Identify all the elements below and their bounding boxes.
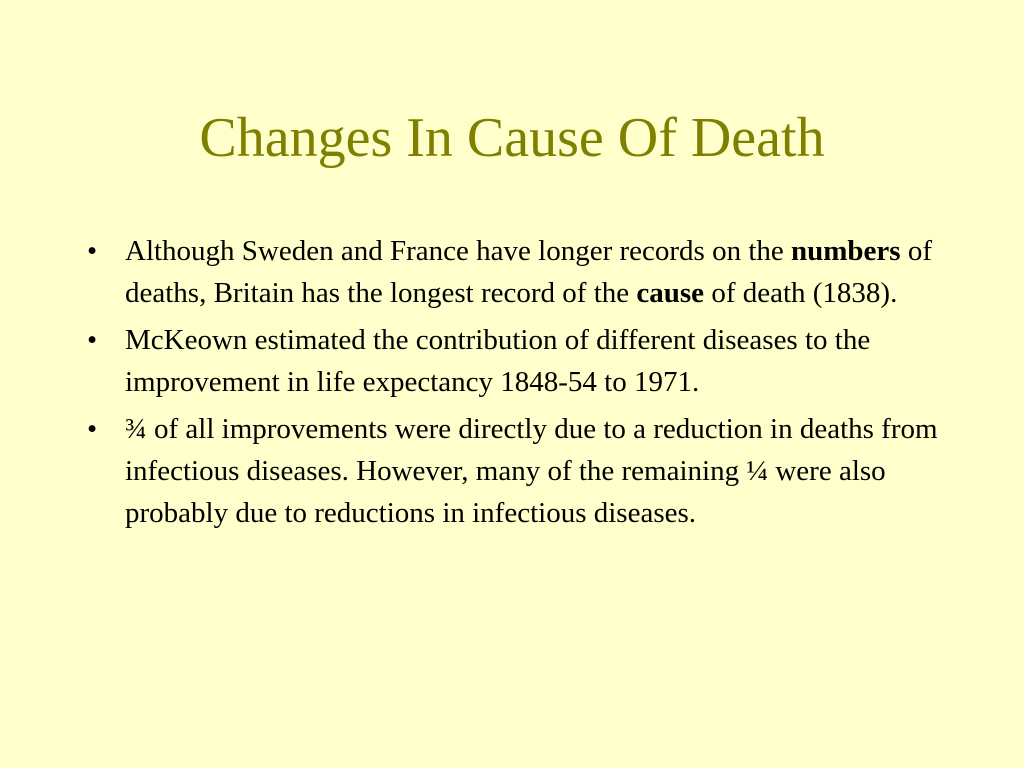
bullet-text	[125, 413, 938, 529]
emphasis-numbers: numbers	[791, 235, 901, 267]
bullet-item	[87, 319, 947, 403]
text-span: of death (1838).	[704, 277, 898, 309]
bullet-dot-icon: •	[87, 235, 98, 267]
bullet-text	[125, 235, 932, 309]
text-span: Although Sweden and France have longer records on the	[125, 235, 791, 267]
text-span: of deaths, Britain has the longest record of the	[125, 235, 932, 309]
bullet-list	[87, 230, 947, 539]
text-span: ¾ of all improvements were directly due to a reduction in deaths from infectious diseases. However, many of the remaining ¼ were also probably due to reductions in infectious diseases.	[125, 413, 938, 529]
bullet-item	[87, 408, 947, 534]
bullet-dot-icon: •	[87, 413, 98, 445]
bullet-text	[125, 324, 870, 398]
slide-title: Changes In Cause Of Death	[199, 107, 825, 169]
bullet-dot-icon: •	[87, 324, 98, 356]
bullet-item	[87, 230, 947, 314]
text-span: McKeown estimated the contribution of different diseases to the improvement in life expectancy 1848-54 to 1971.	[125, 324, 871, 398]
emphasis-cause: cause	[636, 277, 705, 309]
